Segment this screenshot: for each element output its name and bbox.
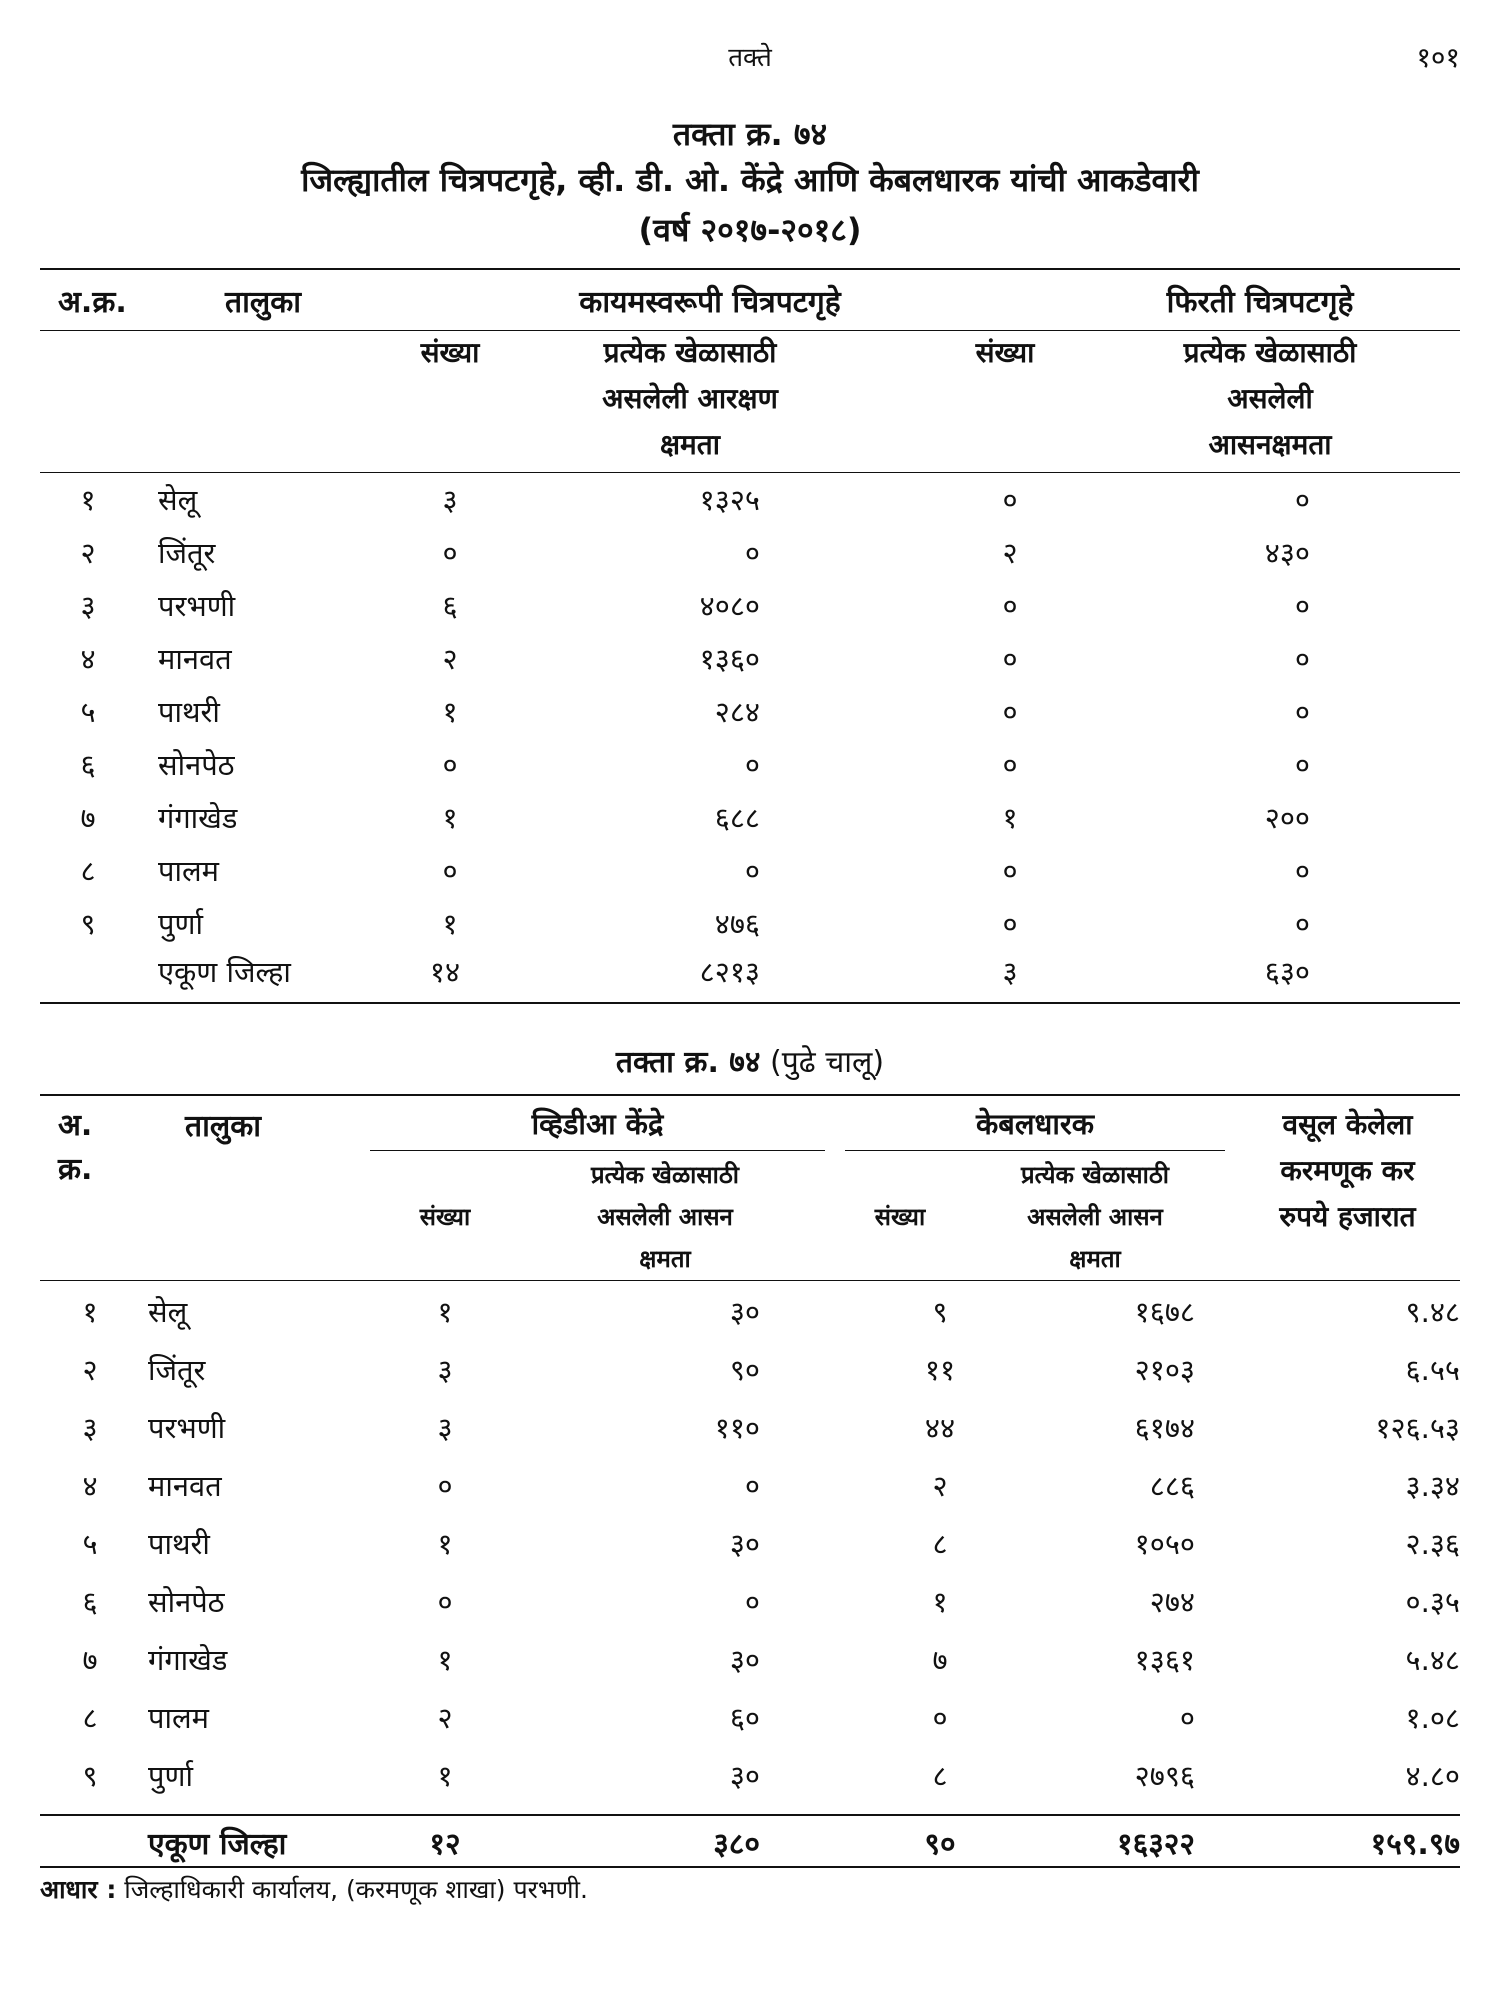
table1-total-mob-capacity: ६३०	[1264, 955, 1310, 989]
table-row: ३	[82, 1411, 98, 1445]
cell-count: ०	[442, 536, 458, 570]
cell-taluka: गंगाखेड	[148, 1643, 228, 1677]
cell-video-count: १	[437, 1295, 453, 1329]
t2-header-video: व्हिडीआ केंद्रे	[531, 1107, 664, 1141]
table-row: ७	[80, 801, 96, 835]
table1-total-capacity: ८२१३	[699, 955, 760, 989]
table1-total-label: एकूण जिल्हा	[158, 955, 291, 989]
cell-video-capacity: ६०	[729, 1701, 760, 1735]
t2-header-cable-capacity: प्रत्येक खेळासाठी असलेली आसन क्षमता	[1020, 1161, 1169, 1273]
cell-count: ०	[1002, 589, 1018, 623]
table2-total-tax: १५९.९७	[1370, 1827, 1460, 1862]
table-row: ६	[82, 1585, 98, 1619]
table-row: ३	[80, 589, 96, 623]
cell-count: २	[1002, 536, 1018, 570]
table-row: ५	[80, 695, 96, 729]
table-row: २	[80, 536, 96, 570]
t2-header-taluka: तालुका	[185, 1109, 262, 1144]
running-header	[0, 38, 1500, 78]
cell-count: १	[442, 907, 458, 941]
table-row: ९	[80, 907, 96, 941]
cell-tax: १२६.५३	[1375, 1411, 1460, 1445]
cell-taluka: गंगाखेड	[158, 801, 238, 835]
cell-cable-count: ११	[924, 1353, 956, 1387]
cell-cable-capacity: १६७८	[1134, 1295, 1195, 1329]
table-row: १	[80, 483, 96, 517]
cell-capacity: १३२५	[699, 483, 760, 517]
table-title: जिल्ह्यातील चित्रपटगृहे, व्ही. डी. ओ. केंद्रे आणि केबलधारक यांची आकडेवारी	[301, 161, 1199, 199]
cell-taluka: सेलू	[148, 1295, 188, 1329]
cell-taluka: पुर्णा	[148, 1759, 193, 1793]
table2-total-video-count: १२	[429, 1827, 461, 1862]
cell-count: ०	[1002, 642, 1018, 676]
cell-capacity: ४०८०	[699, 589, 760, 623]
cell-capacity: ०	[744, 536, 760, 570]
page-number: १०१	[1416, 41, 1460, 74]
table-row: ४	[80, 642, 96, 676]
table-row: ९	[82, 1759, 98, 1793]
t2-header-video-capacity: प्रत्येक खेळासाठी असलेली आसन क्षमता	[590, 1161, 739, 1273]
table-year: (वर्ष २०१७-२०१८)	[638, 211, 862, 249]
cell-video-count: २	[437, 1701, 453, 1735]
cell-tax: ०.३५	[1405, 1585, 1460, 1619]
cell-taluka: पाथरी	[158, 695, 220, 729]
header-perm-capacity: प्रत्येक खेळासाठी असलेली आरक्षण क्षमता	[602, 336, 778, 461]
table-number: तक्ता क्र. ७४	[672, 115, 828, 153]
table2-number: तक्ता क्र. ७४	[615, 1045, 761, 1080]
cell-cable-capacity: १३६१	[1134, 1643, 1195, 1677]
cell-taluka: पालम	[148, 1701, 209, 1735]
cell-taluka: पालम	[158, 854, 219, 888]
t2-header-cable: केबलधारक	[976, 1107, 1094, 1141]
cell-taluka: जिंतूर	[148, 1353, 206, 1387]
cell-tax: १.०८	[1405, 1701, 1460, 1735]
cell-taluka: पुर्णा	[158, 907, 203, 941]
header-mobile-theatres: फिरती चित्रपटगृहे	[1166, 285, 1354, 320]
cell-taluka: मानवत	[158, 642, 232, 676]
table2-total-cable-capacity: १६३२२	[1117, 1827, 1195, 1862]
video-group-rule	[370, 1150, 825, 1151]
t2-header-video-count: संख्या	[419, 1203, 471, 1231]
cell-count: ६	[442, 589, 458, 623]
header-permanent-theatres: कायमस्वरूपी चित्रपटगृहे	[579, 285, 841, 320]
table-row: ८	[80, 854, 96, 888]
cell-taluka: सोनपेठ	[148, 1585, 225, 1619]
cell-video-capacity: ३०	[729, 1527, 760, 1561]
cell-cable-count: ४४	[924, 1411, 956, 1445]
cell-video-capacity: ११०	[714, 1411, 760, 1445]
table2-header-rule	[40, 1280, 1460, 1281]
table-row: २	[82, 1353, 98, 1387]
cell-video-capacity: ३०	[729, 1643, 760, 1677]
table-row: ८	[82, 1701, 98, 1735]
cell-count: १	[1002, 801, 1018, 835]
header-sr: अ.क्र.	[58, 285, 127, 320]
cell-tax: ३.३४	[1405, 1469, 1460, 1503]
cell-video-capacity: ३०	[729, 1295, 760, 1329]
t2-header-sr: अ. क्र.	[58, 1108, 93, 1187]
table2-total-video-capacity: ३८०	[713, 1827, 760, 1862]
table-row: ५	[82, 1527, 98, 1561]
cell-capacity: ४३०	[1264, 536, 1310, 570]
running-title: तक्ते	[728, 43, 772, 73]
cell-capacity: ०	[744, 748, 760, 782]
cell-capacity: ६८८	[714, 801, 760, 835]
cell-taluka: मानवत	[148, 1469, 222, 1503]
cell-capacity: ०	[1294, 854, 1310, 888]
cell-count: ३	[442, 483, 458, 517]
cell-count: १	[442, 801, 458, 835]
cell-taluka: जिंतूर	[158, 536, 216, 570]
cell-count: ०	[1002, 483, 1018, 517]
cell-capacity: ०	[1294, 483, 1310, 517]
cell-count: १	[442, 695, 458, 729]
cell-count: ०	[442, 854, 458, 888]
cell-video-count: १	[437, 1643, 453, 1677]
table2-continued: (पुढे चालू)	[770, 1045, 885, 1080]
cell-video-count: १	[437, 1759, 453, 1793]
table2-top-rule	[40, 1094, 1460, 1096]
cell-video-capacity: ९०	[729, 1353, 760, 1387]
cell-taluka: पाथरी	[148, 1527, 210, 1561]
t2-header-tax: वसूल केलेला करमणूक कर रुपये हजारात	[1279, 1108, 1416, 1233]
table2-caption	[0, 1040, 1500, 1081]
cell-video-capacity: ०	[744, 1585, 760, 1619]
cell-capacity: २००	[1264, 801, 1310, 835]
cell-taluka: परभणी	[148, 1411, 226, 1445]
cell-capacity: ४७६	[714, 907, 760, 941]
cell-cable-capacity: २७४	[1149, 1585, 1195, 1619]
cell-count: ०	[1002, 907, 1018, 941]
cell-count: ०	[1002, 854, 1018, 888]
cell-cable-count: ७	[932, 1643, 948, 1677]
t2-header-cable-count: संख्या	[874, 1203, 926, 1231]
cell-tax: ४.८०	[1405, 1759, 1460, 1793]
cell-count: ०	[1002, 748, 1018, 782]
cell-video-capacity: ०	[744, 1469, 760, 1503]
table-row: १	[82, 1295, 98, 1329]
table-row: ४	[82, 1469, 98, 1503]
cell-video-count: ०	[437, 1585, 453, 1619]
source-note	[40, 1872, 588, 1906]
cell-cable-count: ९	[932, 1295, 948, 1329]
header-mob-capacity: प्रत्येक खेळासाठी असलेली आसनक्षमता	[1183, 336, 1357, 461]
cell-video-capacity: ३०	[729, 1759, 760, 1793]
cell-taluka: परभणी	[158, 589, 236, 623]
source-label: आधार :	[40, 1875, 117, 1904]
cell-cable-capacity: २१०३	[1134, 1353, 1195, 1387]
table1-total-mob-count: ३	[1002, 955, 1018, 989]
cell-taluka: सेलू	[158, 483, 198, 517]
cell-video-count: १	[437, 1527, 453, 1561]
cell-video-count: ३	[437, 1353, 453, 1387]
cell-cable-capacity: ८८६	[1149, 1469, 1195, 1503]
cell-capacity: ०	[744, 854, 760, 888]
source-text: जिल्हाधिकारी कार्यालय, (करमणूक शाखा) परभणी.	[124, 1875, 588, 1904]
cell-cable-count: ८	[932, 1759, 948, 1793]
table1-top-rule	[40, 268, 1460, 270]
table2-total-cable-count: ९०	[924, 1827, 956, 1862]
cell-cable-capacity: ६१७४	[1134, 1411, 1195, 1445]
cell-capacity: ०	[1294, 907, 1310, 941]
table1-total-count: १४	[429, 955, 461, 989]
cell-cable-count: २	[932, 1469, 948, 1503]
cable-group-rule	[845, 1150, 1225, 1151]
cell-tax: ५.४८	[1405, 1643, 1460, 1677]
cell-capacity: ०	[1294, 642, 1310, 676]
table2-total-rule	[40, 1814, 1460, 1816]
cell-taluka: सोनपेठ	[158, 748, 235, 782]
cell-capacity: ०	[1294, 695, 1310, 729]
table-row: ६	[80, 748, 96, 782]
header-taluka: तालुका	[225, 285, 302, 320]
table2-total-label: एकूण जिल्हा	[148, 1827, 287, 1862]
cell-capacity: १३६०	[699, 642, 760, 676]
cell-capacity: २८४	[714, 695, 760, 729]
cell-capacity: ०	[1294, 589, 1310, 623]
cell-cable-count: ०	[932, 1701, 948, 1735]
cell-cable-count: ८	[932, 1527, 948, 1561]
cell-cable-count: १	[932, 1585, 948, 1619]
cell-cable-capacity: ०	[1179, 1701, 1195, 1735]
table2-bottom-rule	[40, 1866, 1460, 1868]
cell-tax: ९.४८	[1405, 1295, 1460, 1329]
cell-tax: ६.५५	[1405, 1353, 1460, 1387]
cell-tax: २.३६	[1405, 1527, 1460, 1561]
cell-count: ०	[1002, 695, 1018, 729]
cell-cable-capacity: २७९६	[1134, 1759, 1195, 1793]
cell-cable-capacity: १०५०	[1134, 1527, 1195, 1561]
table1-subheader-rule	[40, 472, 1460, 473]
cell-capacity: ०	[1294, 748, 1310, 782]
cell-video-count: ०	[437, 1469, 453, 1503]
cell-count: ०	[442, 748, 458, 782]
cell-video-count: ३	[437, 1411, 453, 1445]
cell-count: २	[442, 642, 458, 676]
header-mob-count: संख्या	[975, 336, 1035, 369]
table-row: ७	[82, 1643, 98, 1677]
table1-bottom-rule	[40, 1002, 1460, 1004]
header-perm-count: संख्या	[420, 336, 480, 369]
